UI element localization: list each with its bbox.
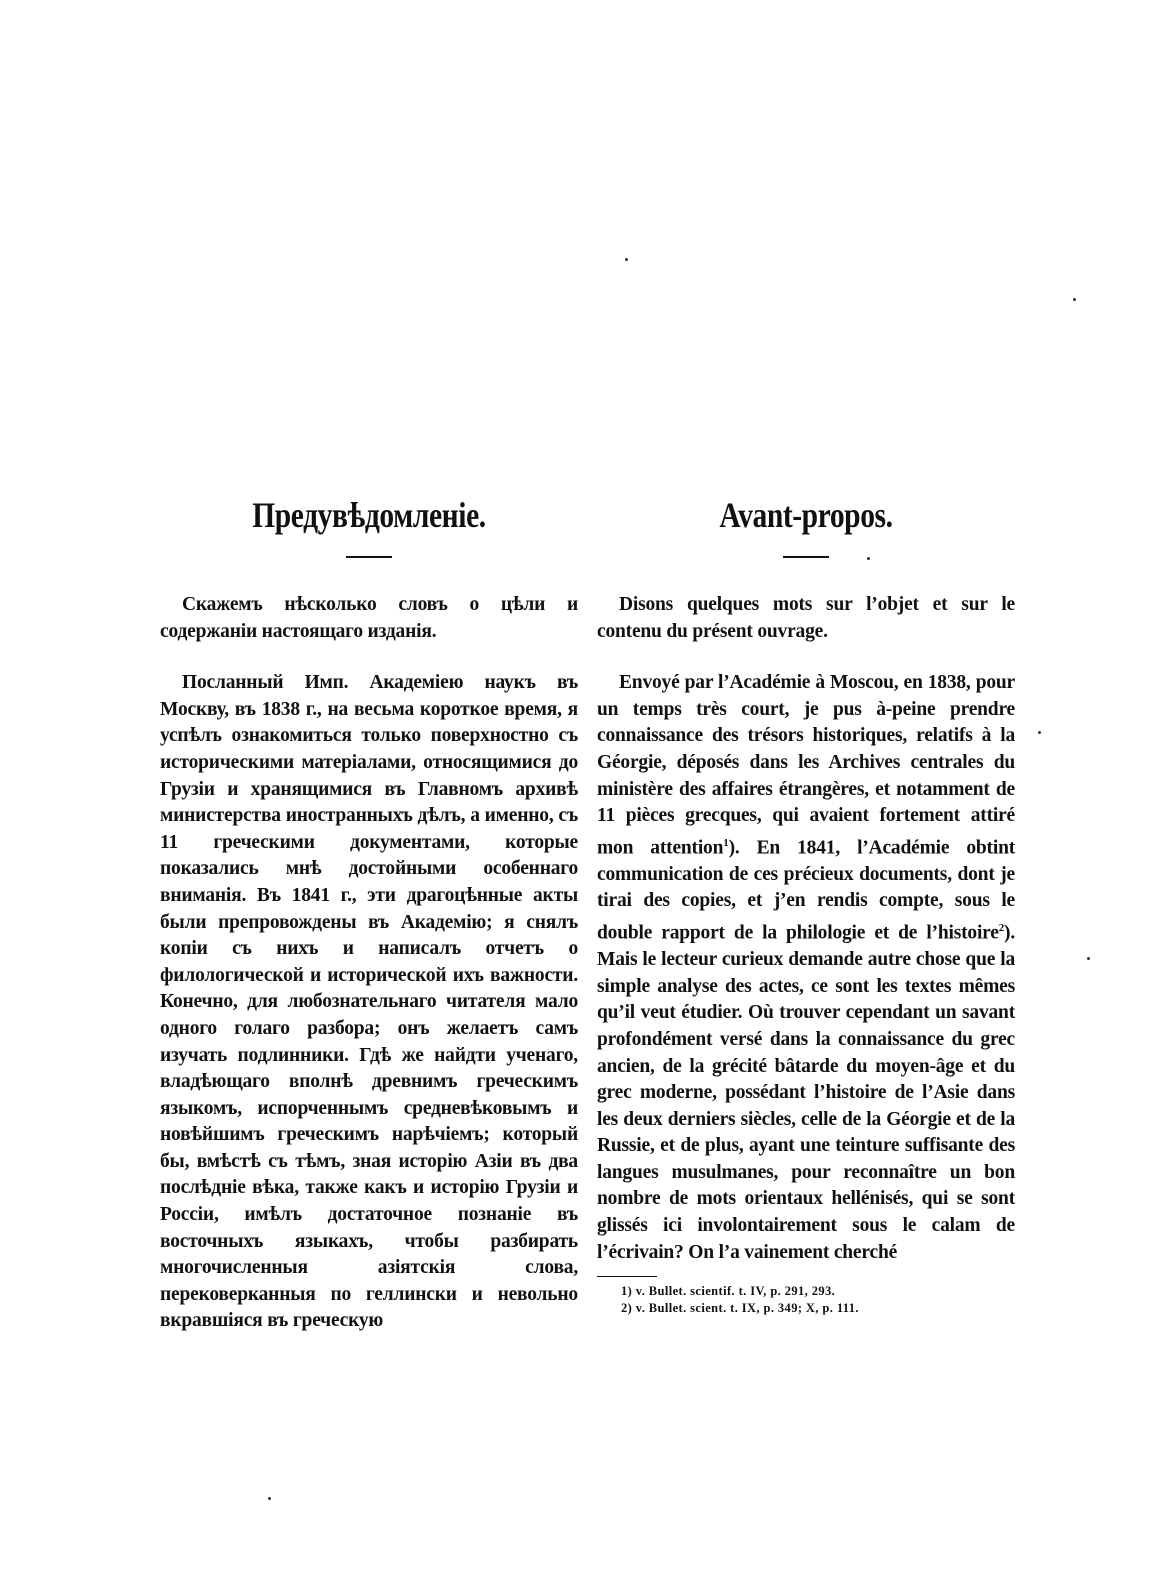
right-body-part1: Envoyé par l’Académie à Moscou, en 1838, pour un temps très court, je pus à-peine prendre connaissance des trésors historiques, relatifs à la Géorgie, déposés dans les Archives centrales du ministère des affaires étrangères, et notamment de 11 pièces grecques, qui avaient fortement attiré mon attention	[597, 672, 1015, 859]
right-column	[597, 488, 1015, 1317]
left-body-paragraph: Посланный Имп. Академіею наукъ въ Москву, въ 1838 г., на весьма короткое время, я успѣлъ ознакомиться только поверхностно съ историческими матеріалами, относящимися до Грузіи и хранящимися въ Главномъ архивѣ министерства иностранныхъ дѣлъ, а именно, съ 11 греческими документами, которые показались мнѣ достойными особеннаго вниманія. Въ 1841 г., эти драгоцѣнные акты были препровождены въ Академію; я снялъ копіи съ нихъ и написалъ отчетъ о филологической и исторической ихъ важности. Конечно, для любознательнаго читателя мало одного голаго разбора; онъ желаетъ самъ изучать подлинники. Гдѣ же найдти ученаго, владѣющаго вполнѣ древнимъ греческимъ языкомъ, испорченнымъ средневѣковымъ и новѣйшимъ греческимъ нарѣчіемъ; который бы, вмѣстѣ съ тѣмъ, зная исторію Азіи въ два послѣдніе вѣка, также какъ и исторію Грузіи и Россіи, имѣлъ достаточное познаніе въ восточныхъ языкахъ, чтобы разбирать многочисленныя азіятскія слова, перековерканныя по геллински и невольно вкравшіяся въ греческую	[160, 672, 578, 1332]
footnote-1: 1) v. Bullet. scientif. t. IV, p. 291, 293.	[621, 1284, 836, 1299]
right-intro-paragraph: Disons quelques mots sur l’objet et sur le contenu du présent ouvrage.	[597, 594, 1015, 642]
scan-speck	[1087, 957, 1090, 960]
right-heading: Avant-propos.	[719, 495, 893, 535]
footnotes	[597, 1283, 1015, 1317]
right-body-part2: ). En 1841, l’Académie obtint communication de ces précieux documents, dont je tirai des copies, et j’en rendis compte, sous le double rapport de la philologie et de l’histoire	[597, 837, 1016, 944]
scan-speck	[268, 1497, 271, 1500]
footnote-2: 2) v. Bullet. scient. t. IX, p. 349; X, p. 111.	[621, 1301, 859, 1316]
scan-speck	[625, 258, 628, 261]
left-heading-rule	[346, 556, 392, 558]
scan-speck	[1038, 731, 1041, 734]
footnote-ref-2: 2	[998, 922, 1005, 935]
right-heading-rule	[783, 556, 829, 558]
left-heading: Предувѣдомленіе.	[252, 495, 486, 535]
left-column	[160, 488, 578, 1335]
footnote-rule	[597, 1276, 657, 1277]
right-body-part3: ). Mais le lecteur curieux demande autre chose que la simple analyse des actes, ce sont les textes mêmes qu’il veut étudier. Où trouver cependant un savant profondément versé dans la connaissance du grec ancien, de la grécité bâtarde du moyen-âge et du grec moderne, possédant l’histoire de l’Asie dans les deux derniers siècles, celle de la Géorgie et de la Russie, et de plus, ayant une teinture suffisante des langues musulmanes, pour reconnaître un bon nombre de mots orientaux hellénisés, qui se sont glissés ici involontairement sous le calam de l’écrivain? On l’a vainement cherché	[597, 922, 1015, 1263]
scan-speck	[1073, 298, 1076, 301]
footnote-ref-1: 1	[723, 836, 729, 849]
left-intro-paragraph: Скажемъ нѣсколько словъ о цѣли и содержаніи настоящаго изданія.	[160, 594, 578, 642]
right-body-paragraph	[597, 670, 1015, 1266]
scan-speck	[867, 557, 870, 560]
